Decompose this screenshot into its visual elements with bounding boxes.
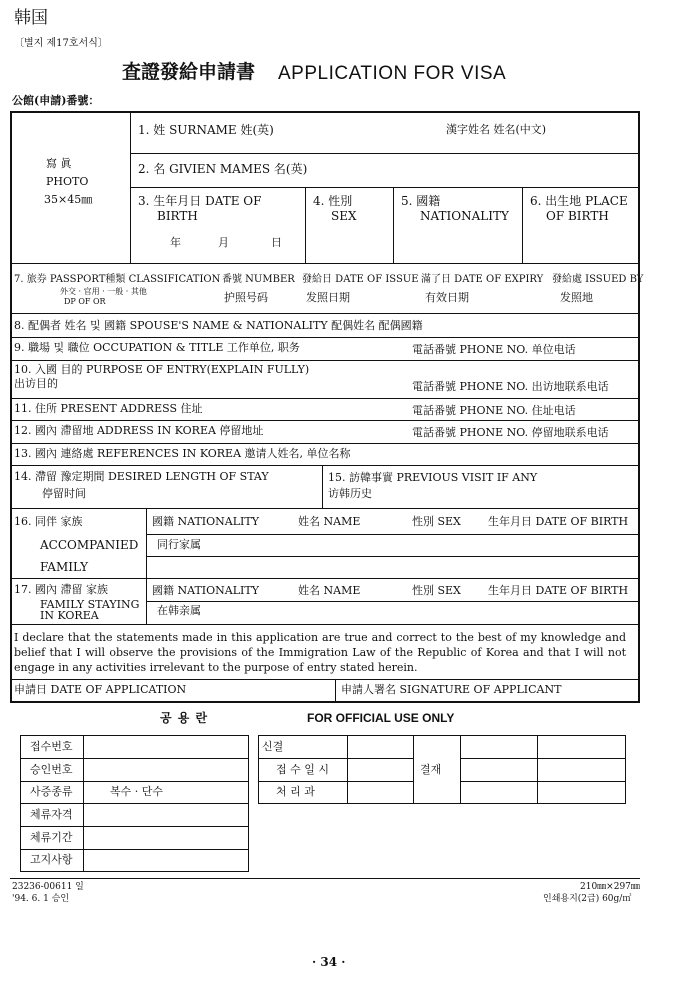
given-names-label: 2. 名 GIVIEN MAMES 名(英) [138,162,308,176]
family-korea-dob-header: 生年月日 DATE OF BIRTH [488,584,629,597]
passport-class-options: 外交 · 官用 · 一般 · 其他 [60,287,147,296]
official-heading-en: FOR OFFICIAL USE ONLY [307,711,455,725]
family-korea-label-1: 17. 國內 滯留 家族 [14,583,108,596]
page-title: APPLICATION FOR VISA [278,63,507,84]
spouse-label: 8. 配偶者 姓名 및 國籍 SPOUSE'S NAME & NATIONALITY 配偶姓名 配偶國籍 [14,319,423,332]
footer-paper: 인쇄용지(2급) 60g/㎡ [543,894,632,904]
accompanied-cn: 同行家属 [157,538,201,551]
official-heading-ko: 공 용 란 [160,711,209,725]
title-hanja: 査證發給申請書 [122,61,256,83]
purpose-cn: 出访目的 [14,377,58,390]
purpose-label: 10. 入國 目的 PURPOSE OF ENTRY(EXPLAIN FULLY) [14,363,310,376]
official-approval-label: 결재 [420,763,442,776]
work-phone-label: 電話番號 PHONE NO. 单位电话 [412,343,576,356]
issue-date-label: 發給日 DATE OF ISSUE [302,274,419,285]
surname-field-label: 1. 姓 SURNAME 姓(英) [138,123,274,137]
passport-number-cn: 护照号码 [224,291,268,304]
official-period: 체류기간 [30,831,73,844]
passport-class-label: 7. 旅券 PASSPORT種類 CLASSIFICATION [14,274,221,285]
home-phone-label: 電話番號 PHONE NO. 住址电话 [412,404,576,417]
dob-label-1: 3. 生年月日 DATE OF [138,194,262,208]
dob-day: 日 [271,236,282,249]
accompanied-sex-header: 性別 SEX [412,515,461,528]
references-label: 13. 國內 連絡處 REFERENCES IN KOREA 邀请人姓名, 单位名称 [14,447,351,460]
dob-label-2: BIRTH [157,209,198,223]
official-receipt-no: 접수번호 [30,740,73,753]
official-status: 체류자격 [30,808,73,821]
korea-address-label: 12. 國內 滯留地 ADDRESS IN KOREA 停留地址 [14,424,264,437]
country-label: 韩国 [14,8,48,28]
nationality-label-1: 5. 國籍 [401,194,441,208]
declaration-text: I declare that the statements made in this application are true and correct to the best of my knowledge and belief that I will observe the provisions of the Immigration Law of the Republic of Korea and that I will not engage in any activities irrelevant to the purpose of entry stated herein. [14,631,626,674]
family-korea-sex-header: 性別 SEX [412,584,461,597]
korea-phone-label: 電話番號 PHONE NO. 停留地联系电话 [412,426,609,439]
footer-size: 210㎜×297㎜ [580,882,640,892]
previous-visit-cn: 访韩历史 [328,487,372,500]
passport-class-codes: DP OF OR [64,297,106,306]
address-label: 11. 住所 PRESENT ADDRESS 住址 [14,402,203,415]
photo-size: 35×45㎜ [44,193,93,206]
official-receipt-date: 접 수 일 시 [276,763,329,776]
birthplace-label-2: OF BIRTH [546,209,609,223]
chinese-name-label: 漢字姓名 姓名(中文) [446,123,547,136]
accompanied-label-1: 16. 同伴 家族 [14,515,83,528]
application-number-label: 公館(申請)番號： [12,94,100,107]
official-visa-type: 사증종류 [30,785,73,798]
destination-phone-label: 電話番號 PHONE NO. 出访地联系电话 [412,380,609,393]
birthplace-label-1: 6. 出生地 PLACE [530,194,628,208]
expiry-date-cn: 有效日期 [425,291,469,304]
family-korea-name-header: 姓名 NAME [298,584,361,597]
issued-by-cn: 发照地 [560,291,593,304]
family-korea-label-2: FAMILY STAYING [40,598,140,611]
sex-label-1: 4. 性別 [313,194,353,208]
signature-label: 申請人署名 SIGNATURE OF APPLICANT [341,683,562,696]
form-number: 〔별지 제17호서식〕 [14,38,108,49]
nationality-label-2: NATIONALITY [420,209,509,223]
photo-label-hanja: 寫 眞 [46,157,72,170]
issued-by-label: 發給處 ISSUED BY [552,274,644,285]
issue-date-cn: 发照日期 [306,291,350,304]
official-approval-no: 승인번호 [30,763,73,776]
stay-length-label: 14. 滯留 豫定期間 DESIRED LENGTH OF STAY [14,470,269,483]
sex-label-2: SEX [331,209,357,223]
accompanied-label-2: ACCOMPANIED [40,538,139,552]
previous-visit-label: 15. 訪韓事實 PREVIOUS VISIT IF ANY [328,471,538,484]
page-number: · 34 · [312,955,346,969]
passport-number-label: 番號 NUMBER [222,274,295,285]
accompanied-nationality-header: 國籍 NATIONALITY [152,515,259,528]
stay-length-cn: 停留时间 [42,487,86,500]
expiry-date-label: 滿了日 DATE OF EXPIRY [421,274,544,285]
accompanied-name-header: 姓名 NAME [298,515,361,528]
dob-month: 月 [218,236,229,249]
dob-year: 年 [170,236,181,249]
family-korea-cn: 在韩亲属 [157,604,201,617]
family-korea-label-3: IN KOREA [40,609,99,622]
accompanied-dob-header: 生年月日 DATE OF BIRTH [488,515,629,528]
photo-label: PHOTO [46,175,89,188]
footer-approval-date: '94. 6. 1 승인 [12,894,70,904]
footer-code: 23236-00611 일 [12,882,84,892]
application-date-label: 申請日 DATE OF APPLICATION [14,683,187,696]
official-visa-type-value: 복수 · 단수 [110,785,163,798]
accompanied-label-3: FAMILY [40,560,89,574]
family-korea-nationality-header: 國籍 NATIONALITY [152,584,259,597]
occupation-label: 9. 職場 및 職位 OCCUPATION & TITLE 工作单位, 职务 [14,341,300,354]
official-decision-row: 신결 [262,740,284,753]
official-notice: 고지사항 [30,853,73,866]
official-processing-dept: 처 리 과 [276,785,315,798]
